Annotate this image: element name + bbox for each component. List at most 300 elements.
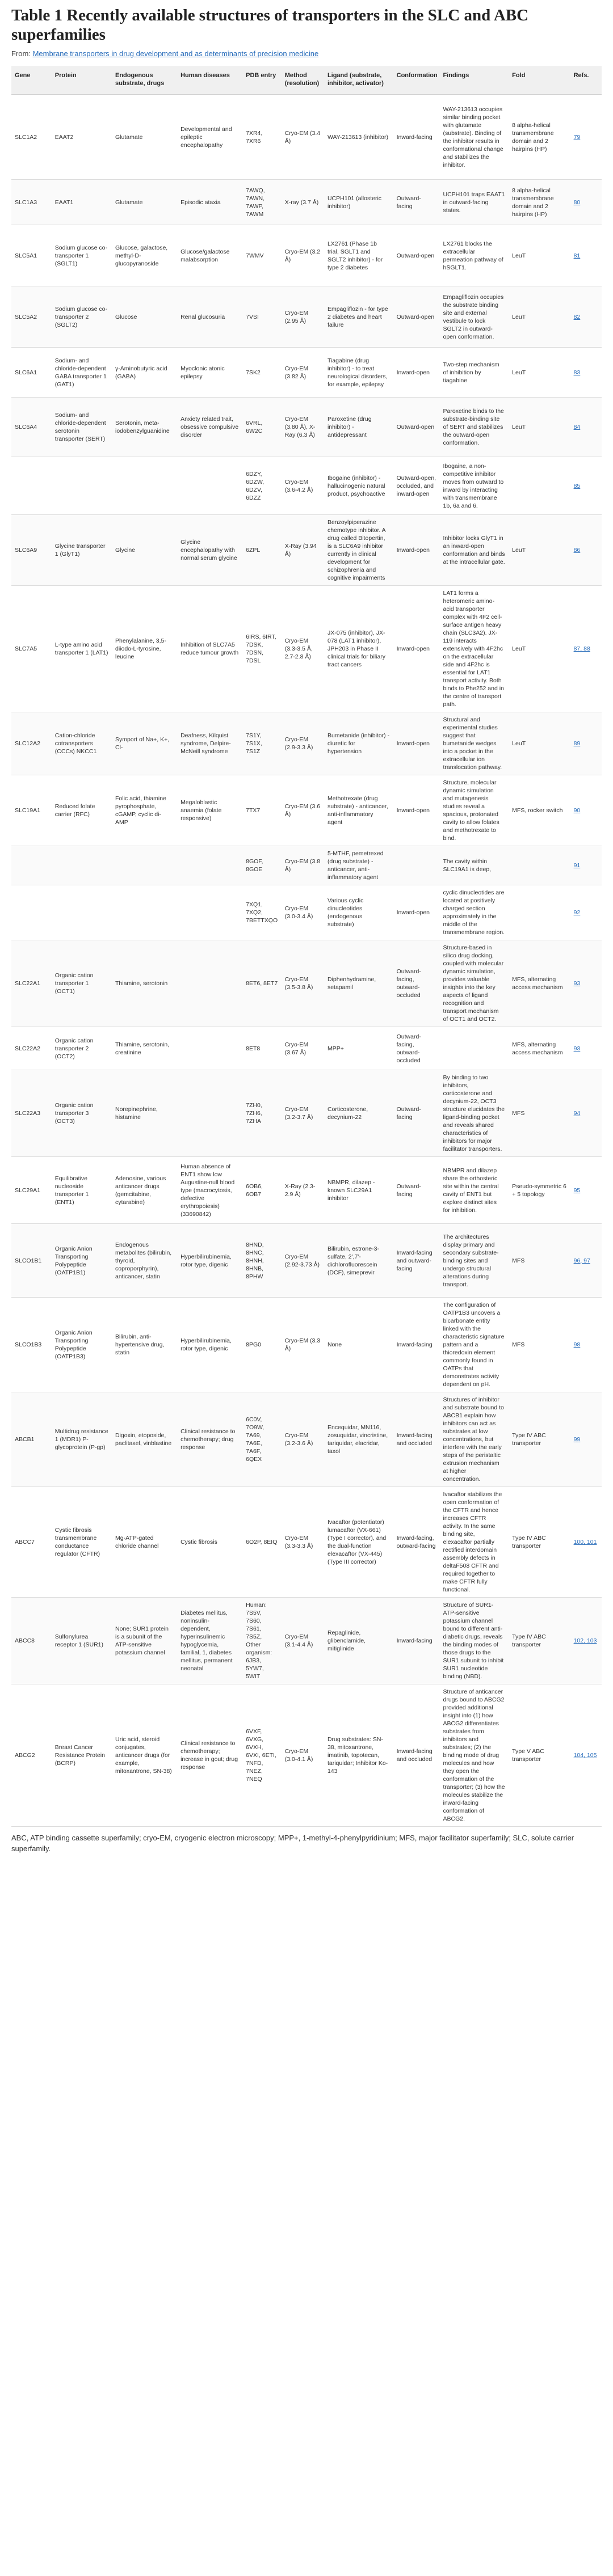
disease-cell xyxy=(177,846,242,885)
refs-cell xyxy=(570,586,602,712)
findings-cell: Structure of SUR1-ATP-sensitive potassium channel bound to different anti-diabetic drugs, reveals the binding modes of those drugs to the SUR1 subunit to inhibit SUR1 nucleotide binding (NBD). xyxy=(439,1598,509,1684)
refs-cell xyxy=(570,1298,602,1392)
disease-cell: Anxiety related trait, obsessive compulsive disorder xyxy=(177,398,242,457)
method-cell: Cryo-EM (2.92-3.73 Å) xyxy=(282,1224,324,1298)
pdb-cell: 7ZH0, 7ZH6, 7ZHA xyxy=(242,1070,282,1157)
protein-cell: Sulfonylurea receptor 1 (SUR1) xyxy=(52,1598,112,1684)
gene-cell: SLC22A3 xyxy=(11,1070,52,1157)
protein-cell: Cystic fibrosis transmembrane conductance regulator (CFTR) xyxy=(52,1487,112,1598)
method-cell: Cryo-EM (3.0-4.1 Å) xyxy=(282,1684,324,1827)
ligand-cell: Methotrexate (drug substrate) - anticancer, anti-inflammatory agent xyxy=(324,775,393,846)
gene-cell: SLC29A1 xyxy=(11,1157,52,1224)
method-cell: Cryo-EM (3.5-3.8 Å) xyxy=(282,940,324,1027)
refs-cell xyxy=(570,286,602,348)
findings-cell xyxy=(439,1027,509,1070)
protein-cell: Organic cation transporter 1 (OCT1) xyxy=(52,940,112,1027)
column-header: Fold xyxy=(509,66,570,95)
ligand-cell: JX-075 (inhibitor), JX-078 (LAT1 inhibitor), JPH203 in Phase II clinical trials for biliary tract cancers xyxy=(324,586,393,712)
reference-link[interactable]: 91 xyxy=(573,862,581,869)
disease-cell xyxy=(177,1070,242,1157)
gene-cell xyxy=(11,457,52,515)
table-row xyxy=(11,1392,602,1487)
method-cell: Cryo-EM (3.3-3.3 Å) xyxy=(282,1487,324,1598)
ligand-cell: 5-MTHF, pemetrexed (drug substrate) - anticancer, anti-inflammatory agent xyxy=(324,846,393,885)
pdb-cell: 7XR4, 7XR6 xyxy=(242,95,282,180)
refs-cell xyxy=(570,457,602,515)
fold-cell: LeuT xyxy=(509,225,570,286)
pdb-cell: 7AWQ, 7AWN, 7AWP, 7AWM xyxy=(242,180,282,225)
gene-cell xyxy=(11,846,52,885)
method-cell: Cryo-EM (3.2 Å) xyxy=(282,225,324,286)
protein-cell: Sodium glucose co-transporter 1 (SGLT1) xyxy=(52,225,112,286)
findings-cell: The architectures display primary and secondary substrate-binding sites and undergo structural alterations during transport. xyxy=(439,1224,509,1298)
ligand-cell: Repaglinide, glibenclamide, mitiglinide xyxy=(324,1598,393,1684)
method-cell: X-ray (3.7 Å) xyxy=(282,180,324,225)
pdb-cell: 7TX7 xyxy=(242,775,282,846)
findings-cell: LX2761 blocks the extracellular permeation pathway of hSGLT1. xyxy=(439,225,509,286)
protein-cell: Sodium- and chloride-dependent serotonin transporter (SERT) xyxy=(52,398,112,457)
reference-link[interactable]: 104, 105 xyxy=(573,1752,597,1759)
method-cell: Cryo-EM (3.82 Å) xyxy=(282,348,324,398)
table-row xyxy=(11,398,602,457)
pdb-cell: 8ET8 xyxy=(242,1027,282,1070)
table-row xyxy=(11,1487,602,1598)
disease-cell: Human absence of ENT1 show low Augustine-null blood type (macrocytosis, defective erythropoiesis) (33690842) xyxy=(177,1157,242,1224)
disease-cell: Cystic fibrosis xyxy=(177,1487,242,1598)
pdb-cell: 8PG0 xyxy=(242,1298,282,1392)
gene-cell: SLC6A1 xyxy=(11,348,52,398)
refs-cell xyxy=(570,1487,602,1598)
conformation-cell: Outward-open xyxy=(393,225,440,286)
table-title: Table 1 Recently available structures of transporters in the SLC and ABC superfamilies xyxy=(11,6,529,44)
reference-link[interactable]: 80 xyxy=(573,199,581,206)
reference-link[interactable]: 81 xyxy=(573,252,581,259)
findings-cell: UCPH101 traps EAAT1 in outward-facing states. xyxy=(439,180,509,225)
disease-cell: Myoclonic atonic epilepsy xyxy=(177,348,242,398)
table-row xyxy=(11,775,602,846)
conformation-cell: Inward-open xyxy=(393,712,440,775)
substrate-cell: Thiamine, serotonin, creatinine xyxy=(112,1027,177,1070)
pdb-cell: 6ZPL xyxy=(242,515,282,586)
protein-cell: Breast Cancer Resistance Protein (BCRP) xyxy=(52,1684,112,1827)
protein-cell xyxy=(52,457,112,515)
fold-cell: LeuT xyxy=(509,712,570,775)
method-cell: Cryo-EM (3.3 Å) xyxy=(282,1298,324,1392)
column-header: Ligand (substrate, inhibitor, activator) xyxy=(324,66,393,95)
findings-cell: Structure-based in silico drug docking, coupled with molecular dynamic simulation, provides valuable insights into the key aspects of ligand recognition and transport mechanism of OCT1 and OCT2. xyxy=(439,940,509,1027)
gene-cell: ABCG2 xyxy=(11,1684,52,1827)
ligand-cell: LX2761 (Phase 1b trial, SGLT1 and SGLT2 inhibitor) - for type 2 diabetes xyxy=(324,225,393,286)
table-row xyxy=(11,348,602,398)
refs-cell xyxy=(570,846,602,885)
reference-link[interactable]: 89 xyxy=(573,740,581,747)
findings-cell: Structure, molecular dynamic simulation and mutagenesis studies reveal a spacious, protonated cavity to allow folates and methotrexate to bind. xyxy=(439,775,509,846)
pdb-cell: 8HND, 8HNC, 8HNH, 8HNB, 8PHW xyxy=(242,1224,282,1298)
pdb-cell: 6DZY, 6DZW, 6DZV, 6DZZ xyxy=(242,457,282,515)
findings-cell: WAY-213613 occupies similar binding pocket with glutamate (substrate). Binding of the inhibitor results in conformational change and stabilizes the inhibitor. xyxy=(439,95,509,180)
substrate-cell: Glucose, galactose, methyl-D-glucopyranoside xyxy=(112,225,177,286)
findings-cell: Structures of inhibitor and substrate bound to ABCB1 explain how inhibitors can act as substrates at low concentrations, but interfere with the early steps of the peristaltic extrusion mechanism at higher concentration. xyxy=(439,1392,509,1487)
reference-link[interactable]: 95 xyxy=(573,1186,581,1194)
ligand-cell: Bumetanide (inhibitor) - diuretic for hypertension xyxy=(324,712,393,775)
reference-link[interactable]: 96, 97 xyxy=(573,1257,590,1264)
findings-cell: The cavity within SLC19A1 is deep, xyxy=(439,846,509,885)
disease-cell xyxy=(177,885,242,940)
refs-cell xyxy=(570,940,602,1027)
table-row xyxy=(11,515,602,586)
fold-cell: Pseudo-symmetric 6 + 5 topology xyxy=(509,1157,570,1224)
disease-cell xyxy=(177,457,242,515)
substrate-cell: Folic acid, thiamine pyrophosphate, cGAMP, cyclic di-AMP xyxy=(112,775,177,846)
table-row xyxy=(11,1598,602,1684)
conformation-cell: Inward-facing and occluded xyxy=(393,1392,440,1487)
refs-cell xyxy=(570,775,602,846)
fold-cell: LeuT xyxy=(509,348,570,398)
ligand-cell: Various cyclic dinucleotides (endogenous substrate) xyxy=(324,885,393,940)
findings-cell: Empagliflozin occupies the substrate binding site and external vestibule to lock SGLT2 in outward-open conformation. xyxy=(439,286,509,348)
pdb-cell: 7S1Y, 7S1X, 7S1Z xyxy=(242,712,282,775)
conformation-cell: Outward-facing, outward-occluded xyxy=(393,940,440,1027)
reference-link[interactable]: 90 xyxy=(573,807,581,814)
reference-link[interactable]: 93 xyxy=(573,1045,581,1052)
method-cell: Cryo-EM (3.1-4.4 Å) xyxy=(282,1598,324,1684)
findings-cell: Ibogaine, a non-competitive inhibitor moves from outward to inward by interacting with transmembrane 1b, 6a and 6. xyxy=(439,457,509,515)
conformation-cell: Outward-facing, outward-occluded xyxy=(393,1027,440,1070)
gene-cell: ABCB1 xyxy=(11,1392,52,1487)
reference-link[interactable]: 99 xyxy=(573,1436,581,1443)
fold-cell: Type IV ABC transporter xyxy=(509,1487,570,1598)
table-row xyxy=(11,286,602,348)
protein-cell: Sodium- and chloride-dependent GABA transporter 1 (GAT1) xyxy=(52,348,112,398)
fold-cell: MFS xyxy=(509,1298,570,1392)
findings-cell: LAT1 forms a heteromeric amino-acid transporter complex with 4F2 cell-surface antigen heavy chain (SLC3A2). JX-119 interacts extensively with 4F2hc on the extracellular side and 4F2hc is essential for LAT1 transport activity. Both binds to Phe252 and in the centre of transport path. xyxy=(439,586,509,712)
refs-cell xyxy=(570,1392,602,1487)
column-header: Human diseases xyxy=(177,66,242,95)
pdb-cell: 7SK2 xyxy=(242,348,282,398)
substrate-cell: Symport of Na+, K+, Cl- xyxy=(112,712,177,775)
findings-cell: Inhibitor locks GlyT1 in an inward-open conformation and binds at the intracellular gate. xyxy=(439,515,509,586)
ligand-cell: Benzoylpiperazine chemotype inhibitor. A drug called Bitopertin, is a SLC6A9 inhibitor currently in clinical development for schizophrenia and cognitive impairments xyxy=(324,515,393,586)
conformation-cell: Outward-facing xyxy=(393,1070,440,1157)
table-row xyxy=(11,1070,602,1157)
refs-cell xyxy=(570,885,602,940)
conformation-cell: Inward-facing xyxy=(393,1298,440,1392)
reference-link[interactable]: 100, 101 xyxy=(573,1539,597,1545)
reference-link[interactable]: 86 xyxy=(573,547,581,554)
ligand-cell: UCPH101 (allosteric inhibitor) xyxy=(324,180,393,225)
ligand-cell: None xyxy=(324,1298,393,1392)
gene-cell: SLC7A5 xyxy=(11,586,52,712)
disease-cell: Clinical resistance to chemotherapy; increase in gout; drug response xyxy=(177,1684,242,1827)
refs-cell xyxy=(570,1070,602,1157)
refs-cell xyxy=(570,1684,602,1827)
ligand-cell: Corticosterone, decynium-22 xyxy=(324,1070,393,1157)
fold-cell: Type V ABC transporter xyxy=(509,1684,570,1827)
protein-cell: Glycine transporter 1 (GlyT1) xyxy=(52,515,112,586)
refs-cell xyxy=(570,348,602,398)
substrate-cell: Glycine xyxy=(112,515,177,586)
disease-cell: Renal glucosuria xyxy=(177,286,242,348)
substrate-cell: Mg-ATP-gated chloride channel xyxy=(112,1487,177,1598)
pdb-cell: 8GOF, 8GOE xyxy=(242,846,282,885)
fold-cell: Type IV ABC transporter xyxy=(509,1598,570,1684)
table-row xyxy=(11,846,602,885)
gene-cell: ABCC8 xyxy=(11,1598,52,1684)
disease-cell: Developmental and epileptic encephalopathy xyxy=(177,95,242,180)
reference-link[interactable]: 94 xyxy=(573,1110,581,1117)
table-row xyxy=(11,940,602,1027)
method-cell: Cryo-EM (3.2-3.7 Å) xyxy=(282,1070,324,1157)
substrate-cell xyxy=(112,457,177,515)
ligand-cell: Ibogaine (inhibitor) - hallucinogenic natural product, psychoactive xyxy=(324,457,393,515)
table-row xyxy=(11,885,602,940)
disease-cell: Clinical resistance to chemotherapy; drug response xyxy=(177,1392,242,1487)
fold-cell xyxy=(509,457,570,515)
conformation-cell: Outward-facing xyxy=(393,1157,440,1224)
gene-cell: ABCC7 xyxy=(11,1487,52,1598)
reference-link[interactable]: 84 xyxy=(573,424,581,430)
disease-cell: Megaloblastic anaemia (folate responsive) xyxy=(177,775,242,846)
refs-cell xyxy=(570,225,602,286)
method-cell: Cryo-EM (3.4 Å) xyxy=(282,95,324,180)
table-row xyxy=(11,1157,602,1224)
fold-cell: MFS xyxy=(509,1224,570,1298)
conformation-cell: Inward-open xyxy=(393,885,440,940)
substrate-cell xyxy=(112,846,177,885)
pdb-cell: 7VSI xyxy=(242,286,282,348)
table-row xyxy=(11,1027,602,1070)
substrate-cell: Bilirubin, anti-hypertensive drug, statin xyxy=(112,1298,177,1392)
method-cell: Cryo-EM (3.6 Å) xyxy=(282,775,324,846)
column-header: Protein xyxy=(52,66,112,95)
findings-cell: By binding to two inhibitors, corticosterone and decynium-22, OCT3 structure elucidates the ligand-binding pocket and reveals shared characteristics of inhibitors for major facilitator transporters. xyxy=(439,1070,509,1157)
refs-cell xyxy=(570,1027,602,1070)
protein-cell: EAAT1 xyxy=(52,180,112,225)
gene-cell: SLC22A2 xyxy=(11,1027,52,1070)
disease-cell: Deafness, Kilquist syndrome, Delpire-McNeill syndrome xyxy=(177,712,242,775)
protein-cell: Equilibrative nucleoside transporter 1 (ENT1) xyxy=(52,1157,112,1224)
table-row xyxy=(11,180,602,225)
conformation-cell: Inward-facing and outward-facing xyxy=(393,1224,440,1298)
ligand-cell: NBMPR, dilazep - known SLC29A1 inhibitor xyxy=(324,1157,393,1224)
disease-cell: Diabetes mellitus, noninsulin-dependent, hyperinsulinemic hypoglycemia, familial, 1, diabetes mellitus, permanent neonatal xyxy=(177,1598,242,1684)
gene-cell: SLC19A1 xyxy=(11,775,52,846)
reference-link[interactable]: 102, 103 xyxy=(573,1637,597,1644)
findings-cell: Structure of anticancer drugs bound to ABCG2 provided additional insight into (1) how ABCG2 differentiates substrates from inhibitors and substrates; (2) the binding mode of drug molecules and how they open the conformation of the transporter; (3) how the molecules stabilize the inward-facing conformation of ABCG2. xyxy=(439,1684,509,1827)
protein-cell: Organic Anion Transporting Polypeptide (OATP1B3) xyxy=(52,1298,112,1392)
table-row xyxy=(11,1684,602,1827)
reference-link[interactable]: 83 xyxy=(573,369,581,376)
substrate-cell: γ-Aminobutyric acid (GABA) xyxy=(112,348,177,398)
refs-cell xyxy=(570,712,602,775)
gene-cell: SLC1A2 xyxy=(11,95,52,180)
findings-cell: The configuration of OATP1B3 uncovers a bicarbonate entity linked with the characteristic signature pattern and a thioredoxin element commonly found in OATPs that demonstrates activity dependent on pH. xyxy=(439,1298,509,1392)
gene-cell: SLC12A2 xyxy=(11,712,52,775)
ligand-cell: MPP+ xyxy=(324,1027,393,1070)
source-article-link[interactable]: Membrane transporters in drug development and as determinants of precision medicine xyxy=(32,49,319,58)
gene-cell: SLC22A1 xyxy=(11,940,52,1027)
gene-cell: SLC6A4 xyxy=(11,398,52,457)
substrate-cell: Norepinephrine, histamine xyxy=(112,1070,177,1157)
fold-cell: 8 alpha-helical transmembrane domain and 2 hairpins (HP) xyxy=(509,95,570,180)
table-body xyxy=(11,95,602,1827)
findings-cell: Ivacaftor stabilizes the open conformation of the CFTR and hence increases CFTR activity. In the same binding site, elexacaftor partially rectified interdomain assembly defects in deltaF508 CFTR and required together to make CFTR fully functional. xyxy=(439,1487,509,1598)
table-row xyxy=(11,225,602,286)
protein-cell: Cation-chloride cotransporters (CCCs) NKCC1 xyxy=(52,712,112,775)
conformation-cell xyxy=(393,846,440,885)
fold-cell xyxy=(509,885,570,940)
disease-cell: Glycine encephalopathy with normal serum glycine xyxy=(177,515,242,586)
substrate-cell: Endogenous metabolites (bilirubin, thyroid, coproporphyrin), anticancer, statin xyxy=(112,1224,177,1298)
reference-link[interactable]: 92 xyxy=(573,909,581,916)
table-row xyxy=(11,1224,602,1298)
reference-link[interactable]: 85 xyxy=(573,482,581,489)
fold-cell: 8 alpha-helical transmembrane domain and 2 hairpins (HP) xyxy=(509,180,570,225)
reference-link[interactable]: 87, 88 xyxy=(573,645,590,652)
ligand-cell: Diphenhydramine, setapamil xyxy=(324,940,393,1027)
conformation-cell: Inward-facing, outward-facing xyxy=(393,1487,440,1598)
gene-cell: SLC5A2 xyxy=(11,286,52,348)
conformation-cell: Inward-open xyxy=(393,775,440,846)
disease-cell: Glucose/galactose malabsorption xyxy=(177,225,242,286)
conformation-cell: Outward-open, occluded, and inward-open xyxy=(393,457,440,515)
protein-cell: Multidrug resistance 1 (MDR1) P-glycoprotein (P-gp) xyxy=(52,1392,112,1487)
source-prefix: From: xyxy=(11,49,33,58)
disease-cell: Inhibition of SLC7A5 reduce tumour growth xyxy=(177,586,242,712)
method-cell: Cryo-EM (3.67 Å) xyxy=(282,1027,324,1070)
column-header: Refs. xyxy=(570,66,602,95)
fold-cell: LeuT xyxy=(509,586,570,712)
protein-cell: Organic cation transporter 3 (OCT3) xyxy=(52,1070,112,1157)
conformation-cell: Inward-facing and occluded xyxy=(393,1684,440,1827)
substrate-cell: Thiamine, serotonin xyxy=(112,940,177,1027)
column-header: Gene xyxy=(11,66,52,95)
findings-cell: NBMPR and dilazep share the orthosteric site within the central cavity of ENT1 but explore distinct sites for inhibition. xyxy=(439,1157,509,1224)
pdb-cell: 8ET6, 8ET7 xyxy=(242,940,282,1027)
table-footnote: ABC, ATP binding cassette superfamily; cryo-EM, cryogenic electron microscopy; MPP+, 1-methyl-4-phenylpyridinium; MFS, major facilitator superfamily; SLC, solute carrier superfamily. xyxy=(11,1834,574,1853)
method-cell: Cryo-EM (3.0-3.4 Å) xyxy=(282,885,324,940)
source-line xyxy=(11,49,602,59)
method-cell: X-Ray (3.94 Å) xyxy=(282,515,324,586)
ligand-cell: Bilirubin, estrone-3-sulfate, 2',7'-dichlorofluorescein (DCF), simeprevir xyxy=(324,1224,393,1298)
fold-cell: LeuT xyxy=(509,398,570,457)
refs-cell xyxy=(570,1598,602,1684)
table-row xyxy=(11,457,602,515)
fold-cell: Type IV ABC transporter xyxy=(509,1392,570,1487)
gene-cell: SLC6A9 xyxy=(11,515,52,586)
protein-cell: L-type amino acid transporter 1 (LAT1) xyxy=(52,586,112,712)
refs-cell xyxy=(570,180,602,225)
conformation-cell: Outward-open xyxy=(393,286,440,348)
disease-cell: Hyperbilirubinemia, rotor type, digenic xyxy=(177,1224,242,1298)
table-row xyxy=(11,586,602,712)
fold-cell: LeuT xyxy=(509,286,570,348)
method-cell: Cryo-EM (3.80 Å), X-Ray (6.3 Å) xyxy=(282,398,324,457)
transporter-table xyxy=(11,66,602,1827)
method-cell: Cryo-EM (3.8 Å) xyxy=(282,846,324,885)
ligand-cell: Ivacaftor (potentiator) lumacaftor (VX-661) (Type I corrector), and the dual-function elexacaftor (VX-445) (Type III corrector) xyxy=(324,1487,393,1598)
substrate-cell: Uric acid, steroid conjugates, anticancer drugs (for example, mitoxantrone, SN-38) xyxy=(112,1684,177,1827)
conformation-cell: Inward-open xyxy=(393,586,440,712)
ligand-cell: Encequidar, MN116, zosuquidar, vincristine, tariquidar, elacridar, taxol xyxy=(324,1392,393,1487)
pdb-cell: Human: 7S5V, 7S60, 7S61, 7S5Z, Other organism: 6JB3, 5YW7, 5WIT xyxy=(242,1598,282,1684)
table-row xyxy=(11,95,602,180)
conformation-cell: Inward-facing xyxy=(393,1598,440,1684)
refs-cell xyxy=(570,1157,602,1224)
gene-cell: SLCO1B1 xyxy=(11,1224,52,1298)
conformation-cell: Outward-open xyxy=(393,398,440,457)
disease-cell: Episodic ataxia xyxy=(177,180,242,225)
gene-cell: SLC1A3 xyxy=(11,180,52,225)
substrate-cell: Serotonin, meta-iodobenzylguanidine xyxy=(112,398,177,457)
column-header: Conformation xyxy=(393,66,440,95)
pdb-cell: 6O2P, 8EIQ xyxy=(242,1487,282,1598)
refs-cell xyxy=(570,515,602,586)
ligand-cell: Drug substrates: SN-38, mitoxantrone, imatinib, topotecan, tariquidar; Inhibitor Ko-143 xyxy=(324,1684,393,1827)
ligand-cell: Empagliflozin - for type 2 diabetes and heart failure xyxy=(324,286,393,348)
reference-link[interactable]: 82 xyxy=(573,313,581,320)
conformation-cell: Inward-open xyxy=(393,348,440,398)
pdb-cell: 6IRS, 6IRT, 7DSK, 7DSN, 7DSL xyxy=(242,586,282,712)
reference-link[interactable]: 93 xyxy=(573,980,581,987)
protein-cell xyxy=(52,846,112,885)
fold-cell: MFS, alternating access mechanism xyxy=(509,940,570,1027)
pdb-cell: 7XQ1, 7XQ2, 7BETTXQO xyxy=(242,885,282,940)
substrate-cell: Glutamate xyxy=(112,95,177,180)
table-row xyxy=(11,1298,602,1392)
table-header-row xyxy=(11,66,602,95)
method-cell: Cryo-EM (2.95 Å) xyxy=(282,286,324,348)
protein-cell: Organic cation transporter 2 (OCT2) xyxy=(52,1027,112,1070)
findings-cell: Structural and experimental studies suggest that bumetanide wedges into a pocket in the extracellular ion translocation pathway. xyxy=(439,712,509,775)
pdb-cell: 7WMV xyxy=(242,225,282,286)
conformation-cell: Inward-facing xyxy=(393,95,440,180)
pdb-cell: 6VXF, 6VXG, 6VXH, 6VXI, 6ETI, 7NFD, 7NEZ, 7NEQ xyxy=(242,1684,282,1827)
findings-cell: Paroxetine binds to the substrate-binding site of SERT and stabilizes the outward-open conformation. xyxy=(439,398,509,457)
column-header: Endogenous substrate, drugs xyxy=(112,66,177,95)
findings-cell: Two-step mechanism of inhibition by tiagabine xyxy=(439,348,509,398)
substrate-cell: None; SUR1 protein is a subunit of the ATP-sensitive potassium channel xyxy=(112,1598,177,1684)
disease-cell xyxy=(177,940,242,1027)
column-header: Method (resolution) xyxy=(282,66,324,95)
protein-cell: Organic Anion Transporting Polypeptide (OATP1B1) xyxy=(52,1224,112,1298)
disease-cell: Hyperbilirubinemia, rotor type, digenic xyxy=(177,1298,242,1392)
conformation-cell: Inward-open xyxy=(393,515,440,586)
pdb-cell: 6C0V, 7O9W, 7A69, 7A6E, 7A6F, 6QEX xyxy=(242,1392,282,1487)
pdb-cell: 6OB6, 6OB7 xyxy=(242,1157,282,1224)
ligand-cell: Paroxetine (drug inhibitor) - antidepressant xyxy=(324,398,393,457)
refs-cell xyxy=(570,398,602,457)
protein-cell: Reduced folate carrier (RFC) xyxy=(52,775,112,846)
method-cell: Cryo-EM (2.9-3.3 Å) xyxy=(282,712,324,775)
reference-link[interactable]: 79 xyxy=(573,133,581,141)
gene-cell: SLC5A1 xyxy=(11,225,52,286)
protein-cell xyxy=(52,885,112,940)
column-header: PDB entry xyxy=(242,66,282,95)
column-header: Findings xyxy=(439,66,509,95)
method-cell: X-Ray (2.3-2.9 Å) xyxy=(282,1157,324,1224)
fold-cell: MFS xyxy=(509,1070,570,1157)
gene-cell: SLCO1B3 xyxy=(11,1298,52,1392)
pdb-cell: 6VRL, 6W2C xyxy=(242,398,282,457)
substrate-cell: Adenosine, various anticancer drugs (gemcitabine, cytarabine) xyxy=(112,1157,177,1224)
substrate-cell: Digoxin, etoposide, paclitaxel, vinblastine xyxy=(112,1392,177,1487)
reference-link[interactable]: 98 xyxy=(573,1341,581,1348)
protein-cell: Sodium glucose co-transporter 2 (SGLT2) xyxy=(52,286,112,348)
findings-cell: cyclic dinucleotides are located at positively charged section approximately in the middle of the transmembrane region. xyxy=(439,885,509,940)
substrate-cell: Glutamate xyxy=(112,180,177,225)
fold-cell: MFS, rocker switch xyxy=(509,775,570,846)
